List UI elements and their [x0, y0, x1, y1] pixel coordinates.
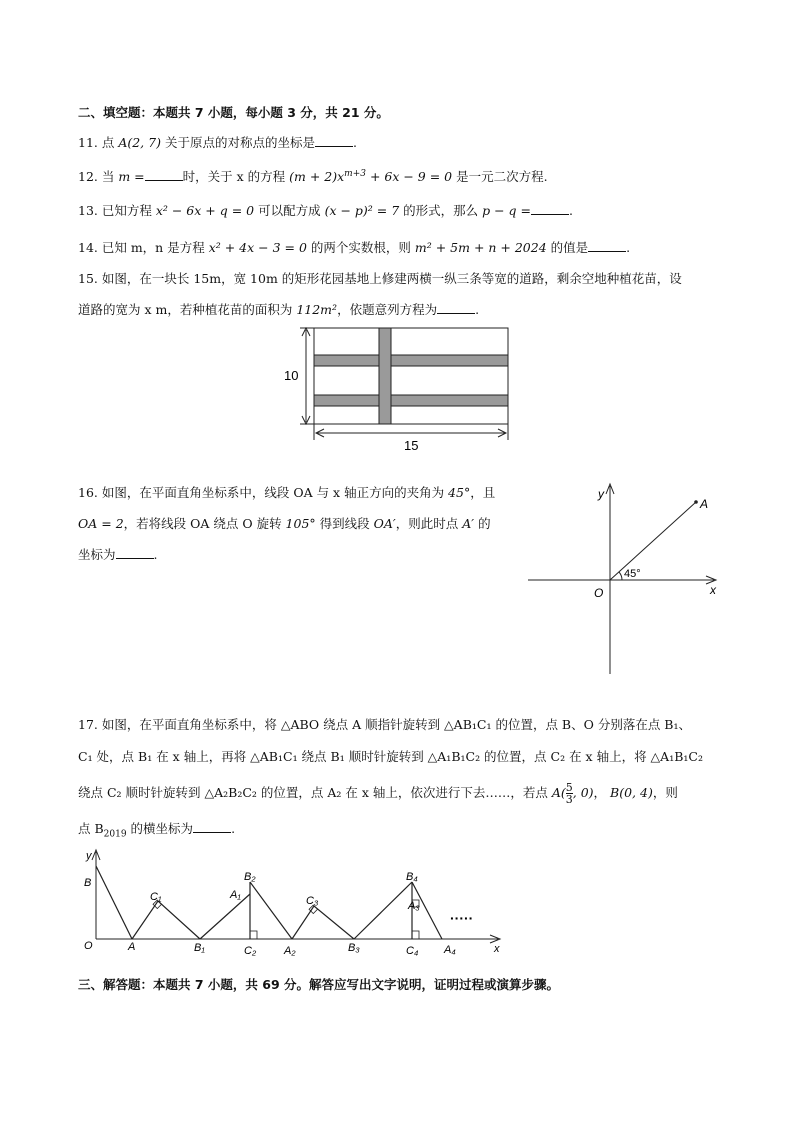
label-c3: C₃: [306, 895, 319, 907]
point-a: [694, 500, 698, 504]
angle-arc: [619, 572, 622, 580]
q12-text-2: 时，关于 x 的方程: [182, 169, 290, 185]
q16-math-4: OA′: [373, 516, 396, 531]
q14-text-3: 的值是: [546, 240, 589, 255]
q17-point-a-prefix: A(: [551, 785, 566, 800]
question-17-line-4: [78, 820, 235, 844]
q13-math-2: (x − p)² = 7: [324, 203, 400, 218]
label-y: y: [86, 850, 92, 862]
label-c2: C₂: [244, 945, 257, 957]
q14-math-1: x² + 4x − 3 = 0: [208, 240, 307, 255]
label-b: B: [84, 877, 92, 889]
q17-text-5: 的横坐标为: [126, 821, 194, 836]
q12-exponent: m+3: [344, 169, 366, 179]
label-c4: C₄: [406, 945, 419, 957]
q13-text-2: 可以配方成: [254, 203, 325, 218]
question-16-line-2: [78, 515, 491, 533]
answer-blank[interactable]: [193, 820, 231, 833]
label-a3: A₃: [408, 900, 420, 912]
q17-text-2: ，: [593, 785, 607, 800]
segment-b1a1: [200, 894, 250, 939]
length-label: 15: [404, 438, 419, 453]
q15-text-1: 道路的宽为 x m，若种植花苗的面积为: [78, 302, 297, 317]
fraction-denominator: 3: [565, 793, 573, 806]
answer-blank[interactable]: [315, 134, 353, 147]
segment-b2a2: [250, 882, 292, 939]
label-b4: B₄: [406, 871, 418, 883]
q15-end: .: [475, 302, 480, 317]
question-13: [78, 202, 573, 220]
q17-text-4: 点 B: [78, 821, 104, 836]
horizontal-road-1: [314, 355, 508, 366]
q12-math-1: m =: [118, 169, 145, 185]
coordinate-figure-q16: [526, 480, 726, 680]
garden-figure: [280, 322, 520, 452]
question-17-line-3: [78, 782, 678, 805]
right-angle-mark: [250, 931, 257, 939]
answer-blank[interactable]: [437, 301, 475, 314]
question-16-line-3: [78, 546, 158, 564]
q13-text-3: 的形式，那么: [399, 203, 483, 218]
question-16-line-1: [78, 484, 495, 502]
triangle-ab1c1: [132, 901, 200, 939]
label-c1: C₁: [150, 891, 162, 903]
q16-math-3: 105°: [285, 516, 316, 531]
q14-math-2: m² + 5m + n + 2024: [414, 240, 547, 255]
garden-rectangle: [314, 328, 508, 424]
answer-blank[interactable]: [145, 168, 183, 181]
segment-ab: [96, 866, 132, 939]
answer-blank[interactable]: [116, 546, 154, 559]
question-17-line-1: 17. 如图，在平面直角坐标系中，将 △ABO 绕点 A 顺指针旋转到 △AB₁C₁ 的位置，点 B、O 分别落在点 B₁、: [78, 717, 691, 732]
q12-text-1: 12. 当: [78, 169, 119, 185]
q17-point-b: B(0, 4): [610, 785, 653, 800]
answer-blank[interactable]: [588, 239, 626, 252]
q12-math-2: (m + 2)x: [289, 169, 345, 185]
angle-label: 45°: [624, 568, 641, 580]
segment-b3b4: [354, 882, 412, 939]
section-heading-solutions: 三、解答题：本题共 7 小题，共 69 分。解答应写出文字说明，证明过程或演算步骤。: [78, 977, 560, 992]
rotation-figure-q17: [76, 846, 516, 956]
label-a: A: [700, 497, 709, 511]
height-label: 10: [284, 368, 299, 383]
question-14: [78, 239, 630, 257]
q14-end: .: [626, 240, 631, 255]
q16-math-1: 45°: [448, 485, 471, 500]
q13-end: .: [569, 203, 573, 218]
label-b2: B₂: [244, 871, 256, 883]
vertical-road: [379, 328, 391, 424]
continuation-dots: ·····: [450, 910, 474, 926]
q16-math-2: OA = 2: [78, 516, 124, 531]
q13-text-1: 13. 已知方程: [78, 203, 156, 218]
q11-text-2: 关于原点的对称点的坐标是: [160, 135, 315, 150]
q16-text-5: ，则此时点: [395, 516, 463, 531]
q17-subscript: 2019: [103, 829, 127, 840]
question-15-line-1: 15. 如图，在一块长 15m，宽 10m 的矩形花园基地上修建两横一纵三条等宽的道路，剩余空地种植花苗，设: [78, 271, 682, 286]
horizontal-road-2: [314, 395, 508, 406]
q16-text-2: ，且: [470, 485, 496, 500]
q16-text-3: ，若将线段 OA 绕点 O 旋转: [123, 516, 286, 531]
label-a: A: [128, 941, 136, 953]
q12-text-3: 是一元二次方程.: [452, 169, 548, 185]
label-b3: B₃: [348, 942, 360, 954]
q15-text-2: ，依题意列方程为: [337, 302, 438, 317]
label-a1: A₁: [230, 889, 241, 901]
q11-text-1: 11. 点: [78, 135, 119, 150]
q16-text-6: 的: [474, 516, 491, 531]
fraction-numerator: 5: [565, 781, 573, 794]
q17-text-1: 绕点 C₂ 顺时针旋转到 △A₂B₂C₂ 的位置，点 A₂ 在 x 轴上，依次进行下去……，若点: [78, 785, 552, 800]
label-a4: A₄: [444, 944, 456, 956]
fraction: [566, 782, 573, 805]
q12-math-3: + 6x − 9 = 0: [365, 169, 453, 185]
label-o: O: [594, 586, 604, 600]
label-b1: B₁: [194, 942, 205, 954]
q16-math-5: A′: [462, 516, 475, 531]
q17-end: .: [231, 821, 236, 836]
label-x: x: [494, 943, 500, 955]
label-y: y: [598, 487, 604, 501]
q16-text-4: 得到线段: [315, 516, 374, 531]
q16-text-7: 坐标为: [78, 547, 116, 562]
segment-oa: [610, 502, 696, 580]
q17-point-a-suffix: , 0): [572, 785, 594, 800]
q16-end: .: [153, 547, 158, 562]
q17-text-3: ，则: [652, 785, 678, 800]
q11-end: .: [352, 135, 357, 150]
q11-math-1: A(2, 7): [118, 135, 161, 150]
q14-text-2: 的两个实数根，则: [306, 240, 415, 255]
question-15-line-2: [78, 301, 479, 319]
question-11: [78, 134, 357, 152]
answer-blank[interactable]: [531, 202, 569, 215]
section-heading-fill-blank: 二、填空题：本题共 7 小题，每小题 3 分，共 21 分。: [78, 105, 389, 120]
question-17-line-2: C₁ 处，点 B₁ 在 x 轴上，再将 △AB₁C₁ 绕点 B₁ 顺时针旋转到 △A₁B₁C₂ 的位置，点 C₂ 在 x 轴上，将 △A₁B₁C₂: [78, 749, 703, 764]
question-12: [78, 165, 548, 186]
label-a2: A₂: [284, 945, 296, 957]
q15-math-1: 112m²: [296, 302, 338, 317]
q13-math-3: p − q =: [482, 203, 531, 218]
label-x: x: [710, 583, 716, 597]
q16-text-1: 16. 如图，在平面直角坐标系中，线段 OA 与 x 轴正方向的夹角为: [78, 485, 449, 500]
label-o: O: [84, 940, 93, 952]
q13-math-1: x² − 6x + q = 0: [155, 203, 255, 218]
q14-text-1: 14. 已知 m，n 是方程: [78, 240, 209, 255]
triangle-a2c3b3: [292, 906, 354, 939]
right-angle-mark: [412, 931, 419, 939]
